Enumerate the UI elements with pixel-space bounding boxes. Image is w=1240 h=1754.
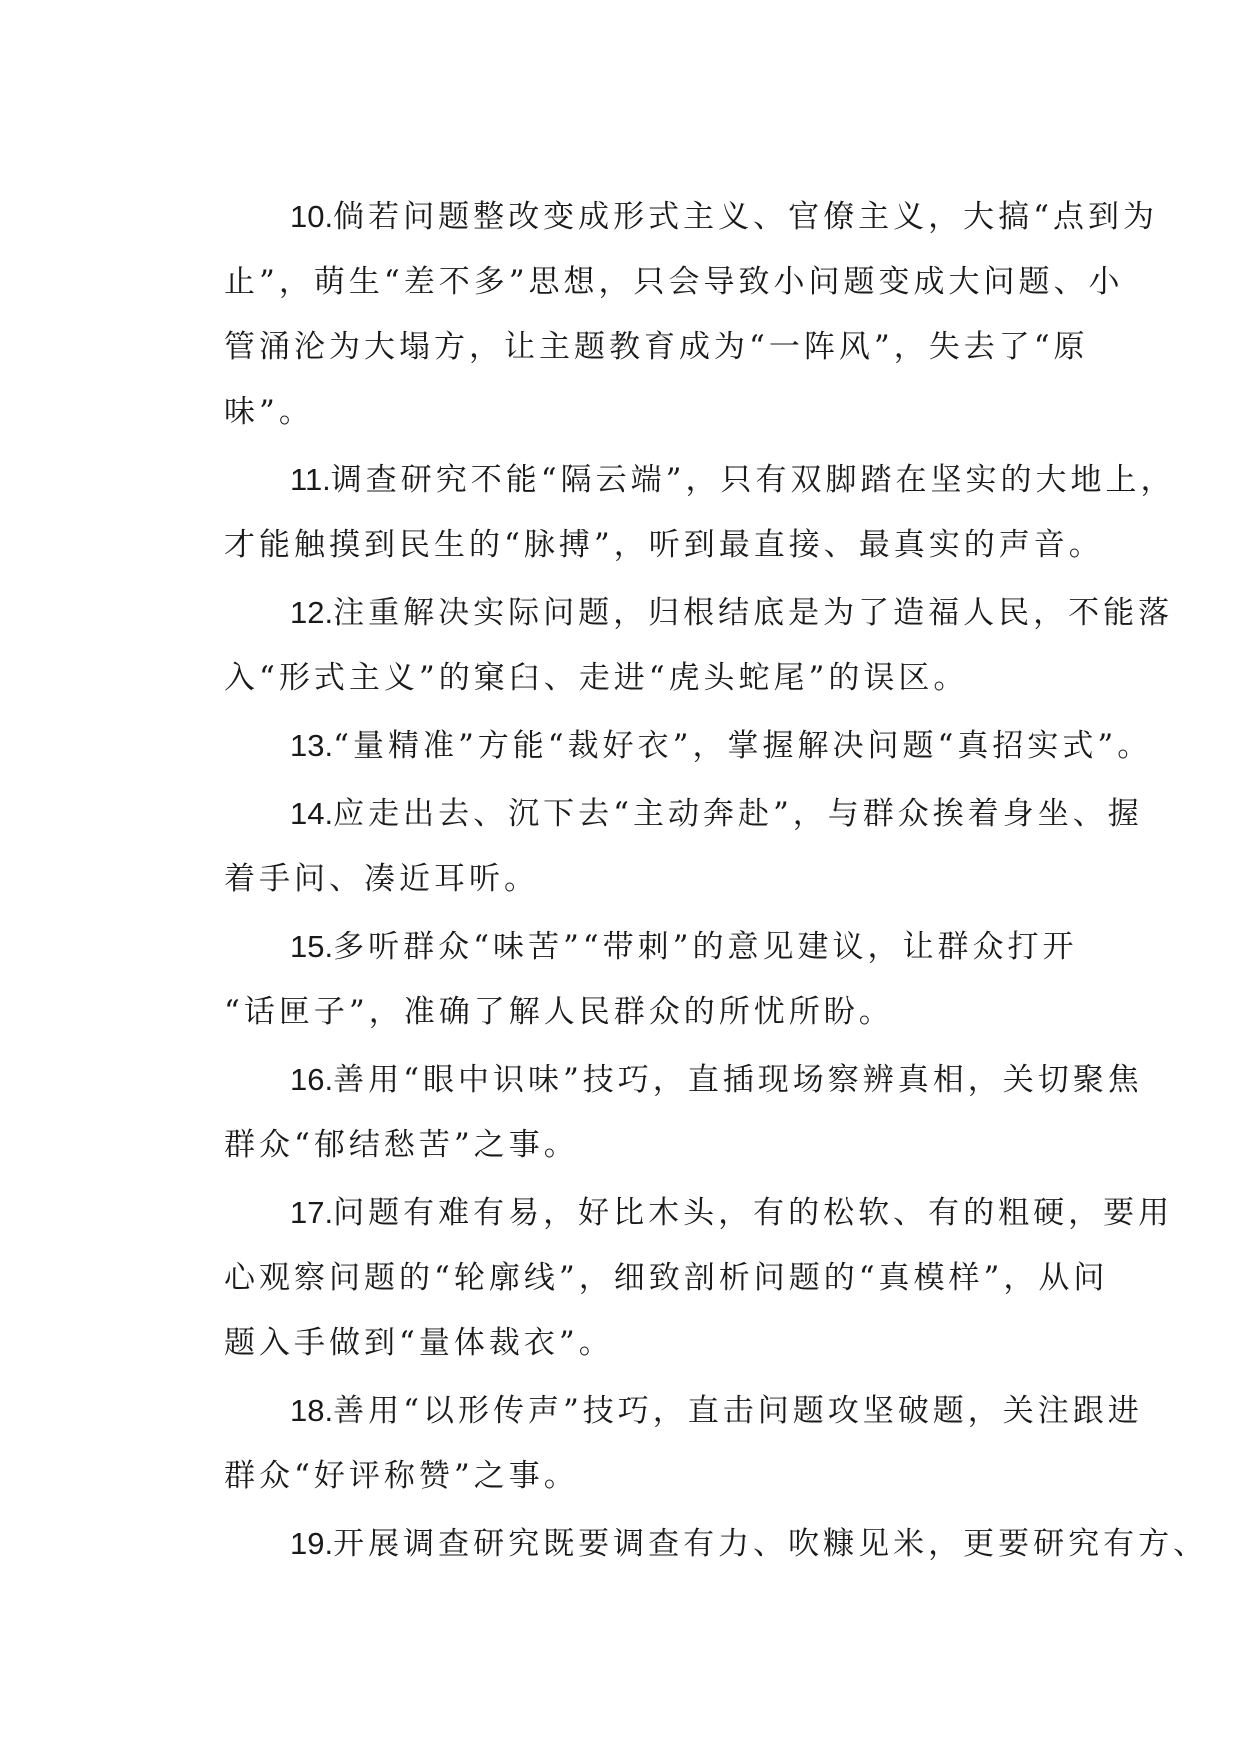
item-number: 13. — [290, 728, 334, 763]
text-line: 群众“郁结愁苦”之事。 — [224, 1127, 579, 1163]
text-line: 群众“好评称赞”之事。 — [224, 1458, 579, 1494]
list-item-19 — [158, 1511, 1209, 1577]
text-line: 18.善用“以形传声”技巧，直击问题攻坚破题，关注跟进 — [290, 1393, 1143, 1429]
text-line: 12.注重解决实际问题，归根结底是为了造福人民，不能落 — [290, 595, 1174, 631]
text-line: 17.问题有难有易，好比木头，有的松软、有的粗硬，要用 — [290, 1195, 1174, 1231]
text-line: 13.“量精准”方能“裁好衣”，掌握解决问题“真招实式”。 — [290, 728, 1153, 764]
item-number: 19. — [290, 1526, 334, 1561]
text-line: 14.应走出去、沉下去“主动奔赴”，与群众挨着身坐、握 — [290, 796, 1143, 832]
item-number: 18. — [290, 1393, 334, 1428]
item-number: 16. — [290, 1062, 334, 1097]
item-number: 17. — [290, 1195, 334, 1230]
list-item-17 — [158, 1180, 1174, 1376]
text-line: 11.调查研究不能“隔云端”，只有双脚踏在坚实的大地上， — [290, 462, 1176, 498]
list-item-16 — [158, 1047, 1143, 1178]
list-item-10 — [158, 184, 1158, 445]
list-item-13 — [158, 713, 1153, 779]
text-line: “话匣子”，准确了解人民群众的所忧所盼。 — [224, 994, 894, 1030]
text-line: 题入手做到“量体裁衣”。 — [224, 1325, 614, 1361]
text-line: 心观察问题的“轮廓线”，细致剖析问题的“真模样”，从问 — [224, 1260, 1109, 1296]
text-line: 着手问、凑近耳听。 — [224, 861, 539, 897]
list-item-11 — [158, 447, 1176, 578]
text-line: 味”。 — [224, 394, 314, 430]
text-line: 止”，萌生“差不多”思想，只会导致小问题变成大问题、小 — [224, 264, 1124, 300]
text-line: 入“形式主义”的窠臼、走进“虎头蛇尾”的误区。 — [224, 660, 969, 696]
text-line: 管涌沦为大塌方，让主题教育成为“一阵风”，失去了“原 — [224, 329, 1089, 365]
item-number: 14. — [290, 796, 334, 831]
list-item-14 — [158, 781, 1143, 912]
document-body — [158, 184, 1209, 1579]
item-number: 10. — [290, 199, 334, 234]
list-item-12 — [158, 580, 1174, 711]
text-line: 15.多听群众“味苦”“带刺”的意见建议，让群众打开 — [290, 929, 1078, 965]
text-line: 才能触摸到民生的“脉搏”，听到最直接、最真实的声音。 — [224, 527, 1104, 563]
text-line: 19.开展调查研究既要调查有力、吹糠见米，更要研究有方、 — [290, 1526, 1209, 1562]
text-line: 10.倘若问题整改变成形式主义、官僚主义，大搞“点到为 — [290, 199, 1158, 235]
list-item-18 — [158, 1378, 1143, 1509]
list-item-15 — [158, 914, 1088, 1045]
item-number: 11. — [290, 462, 331, 497]
item-number: 15. — [290, 929, 334, 964]
item-number: 12. — [290, 595, 334, 630]
text-line: 16.善用“眼中识味”技巧，直插现场察辨真相，关切聚焦 — [290, 1062, 1143, 1098]
